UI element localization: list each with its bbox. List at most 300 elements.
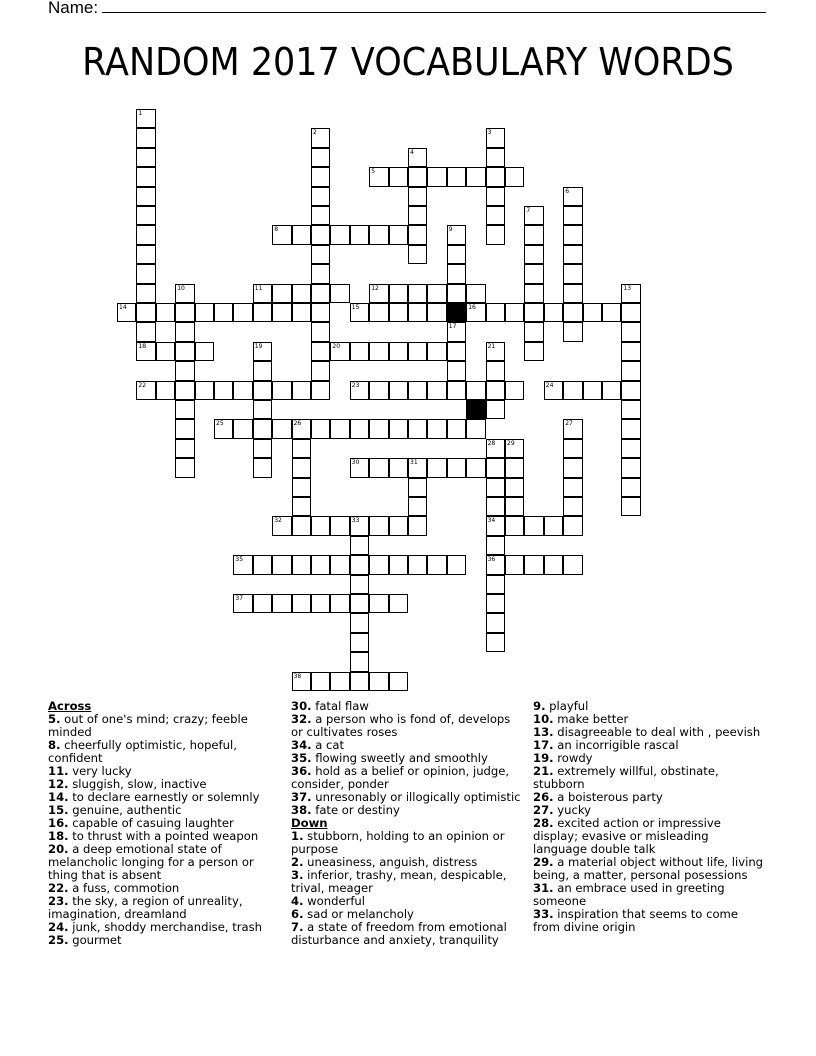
- grid-cell[interactable]: [136, 381, 155, 400]
- grid-cell[interactable]: [369, 419, 388, 438]
- grid-cell[interactable]: [233, 303, 252, 322]
- grid-cell[interactable]: [505, 478, 524, 497]
- grid-cell[interactable]: [486, 342, 505, 361]
- clue-number: 10: [177, 284, 185, 292]
- grid-cell[interactable]: [292, 458, 311, 477]
- grid-cell[interactable]: [621, 497, 640, 516]
- grid-cell[interactable]: [408, 206, 427, 225]
- grid-cell[interactable]: [447, 361, 466, 380]
- grid-cell[interactable]: [563, 322, 582, 341]
- grid-cell[interactable]: [563, 497, 582, 516]
- grid-cell[interactable]: [524, 245, 543, 264]
- grid-cell[interactable]: [427, 303, 446, 322]
- grid-cell[interactable]: [350, 225, 369, 244]
- grid-cell[interactable]: [272, 284, 291, 303]
- grid-cell[interactable]: [136, 187, 155, 206]
- grid-cell[interactable]: [408, 458, 427, 477]
- grid-cell[interactable]: [602, 381, 621, 400]
- grid-cell[interactable]: [350, 303, 369, 322]
- clue-number: 32: [274, 517, 282, 525]
- grid-cell[interactable]: [389, 284, 408, 303]
- grid-cell[interactable]: [136, 167, 155, 186]
- grid-cell[interactable]: [466, 303, 485, 322]
- grid-cell[interactable]: [311, 322, 330, 341]
- grid-cell[interactable]: [389, 381, 408, 400]
- clue-text: wonderful: [303, 894, 366, 908]
- grid-cell[interactable]: [175, 284, 194, 303]
- grid-cell[interactable]: [447, 225, 466, 244]
- grid-cell[interactable]: [389, 458, 408, 477]
- grid-cell[interactable]: [136, 245, 155, 264]
- grid-cell[interactable]: [466, 284, 485, 303]
- grid-cell[interactable]: [369, 555, 388, 574]
- grid-cell[interactable]: [621, 284, 640, 303]
- grid-cell[interactable]: [563, 187, 582, 206]
- grid-cell[interactable]: [311, 225, 330, 244]
- clue-text: fate or destiny: [311, 803, 400, 817]
- clue-number: 8: [274, 226, 279, 234]
- grid-cell[interactable]: [272, 516, 291, 535]
- grid-cell[interactable]: [447, 264, 466, 283]
- grid-cell[interactable]: [466, 381, 485, 400]
- grid-cell[interactable]: [175, 342, 194, 361]
- clue-text: junk, shoddy merchandise, trash: [68, 920, 263, 934]
- grid-cell[interactable]: [350, 633, 369, 652]
- grid-cell[interactable]: [563, 478, 582, 497]
- grid-cell[interactable]: [447, 458, 466, 477]
- clue-number-label: 10.: [533, 712, 554, 726]
- clue-text: make better: [553, 712, 629, 726]
- grid-cell[interactable]: [621, 381, 640, 400]
- grid-cell[interactable]: [486, 206, 505, 225]
- black-square: [466, 400, 485, 419]
- grid-cell[interactable]: [330, 516, 349, 535]
- clues-column-3: [533, 700, 765, 934]
- grid-cell[interactable]: [136, 303, 155, 322]
- grid-cell[interactable]: [447, 167, 466, 186]
- grid-cell[interactable]: [486, 613, 505, 632]
- grid-cell[interactable]: [350, 652, 369, 671]
- grid-cell[interactable]: [330, 594, 349, 613]
- grid-cell[interactable]: [253, 284, 272, 303]
- grid-cell[interactable]: [621, 361, 640, 380]
- grid-cell[interactable]: [505, 458, 524, 477]
- grid-cell[interactable]: [408, 555, 427, 574]
- grid-cell[interactable]: [311, 516, 330, 535]
- grid-cell[interactable]: [253, 439, 272, 458]
- grid-cell[interactable]: [447, 555, 466, 574]
- grid-cell[interactable]: [408, 419, 427, 438]
- grid-cell[interactable]: [486, 361, 505, 380]
- grid-cell[interactable]: [524, 322, 543, 341]
- grid-cell[interactable]: [466, 167, 485, 186]
- grid-cell[interactable]: [311, 361, 330, 380]
- grid-cell[interactable]: [369, 342, 388, 361]
- grid-cell[interactable]: [136, 225, 155, 244]
- grid-cell[interactable]: [311, 342, 330, 361]
- grid-cell[interactable]: [369, 516, 388, 535]
- grid-cell[interactable]: [311, 555, 330, 574]
- clue-number: 11: [254, 284, 263, 292]
- clue-text: the sky, a region of unreality, imagination, dreamland: [48, 894, 243, 921]
- grid-cell[interactable]: [292, 225, 311, 244]
- grid-cell[interactable]: [389, 419, 408, 438]
- grid-cell[interactable]: [175, 322, 194, 341]
- grid-cell[interactable]: [311, 128, 330, 147]
- grid-cell[interactable]: [583, 303, 602, 322]
- grid-cell[interactable]: [175, 400, 194, 419]
- grid-cell[interactable]: [427, 419, 446, 438]
- clues-section: [0, 700, 816, 960]
- grid-cell[interactable]: [621, 458, 640, 477]
- grid-cell[interactable]: [408, 478, 427, 497]
- grid-cell[interactable]: [505, 516, 524, 535]
- grid-cell[interactable]: [233, 555, 252, 574]
- grid-cell[interactable]: [195, 381, 214, 400]
- grid-cell[interactable]: [350, 381, 369, 400]
- grid-cell[interactable]: [427, 342, 446, 361]
- grid-cell[interactable]: [369, 672, 388, 691]
- grid-cell[interactable]: [427, 458, 446, 477]
- grid-cell[interactable]: [136, 284, 155, 303]
- grid-cell[interactable]: [156, 303, 175, 322]
- grid-cell[interactable]: [272, 225, 291, 244]
- grid-cell[interactable]: [563, 264, 582, 283]
- clue-text: a state of freedom from emotional disturbance and anxiety, tranquility: [291, 920, 507, 947]
- grid-cell[interactable]: [311, 594, 330, 613]
- clue-number: 31: [410, 459, 418, 467]
- grid-cell[interactable]: [292, 497, 311, 516]
- grid-cell[interactable]: [253, 361, 272, 380]
- grid-cell[interactable]: [272, 555, 291, 574]
- grid-cell[interactable]: [408, 187, 427, 206]
- grid-cell[interactable]: [311, 672, 330, 691]
- clue-number-label: 37.: [291, 790, 312, 804]
- grid-cell[interactable]: [292, 439, 311, 458]
- grid-cell[interactable]: [292, 284, 311, 303]
- grid-cell[interactable]: [447, 322, 466, 341]
- grid-cell[interactable]: [427, 167, 446, 186]
- grid-cell[interactable]: [175, 439, 194, 458]
- grid-cell[interactable]: [350, 419, 369, 438]
- grid-cell[interactable]: [369, 225, 388, 244]
- grid-cell[interactable]: [621, 303, 640, 322]
- grid-cell[interactable]: [389, 594, 408, 613]
- grid-cell[interactable]: [505, 439, 524, 458]
- grid-cell[interactable]: [466, 458, 485, 477]
- grid-cell[interactable]: [544, 303, 563, 322]
- grid-cell[interactable]: [389, 225, 408, 244]
- grid-cell[interactable]: [408, 516, 427, 535]
- grid-cell[interactable]: [175, 361, 194, 380]
- grid-cell[interactable]: [486, 187, 505, 206]
- grid-cell[interactable]: [524, 206, 543, 225]
- grid-cell[interactable]: [505, 381, 524, 400]
- grid-cell[interactable]: [311, 206, 330, 225]
- clue-number-label: 22.: [48, 881, 69, 895]
- grid-cell[interactable]: [389, 516, 408, 535]
- grid-cell[interactable]: [311, 245, 330, 264]
- grid-cell[interactable]: [233, 381, 252, 400]
- grid-cell[interactable]: [136, 148, 155, 167]
- grid-cell[interactable]: [253, 419, 272, 438]
- clues-column-2: [291, 700, 523, 947]
- grid-cell[interactable]: [292, 303, 311, 322]
- grid-cell[interactable]: [136, 322, 155, 341]
- clue-number: 16: [468, 304, 476, 311]
- grid-cell[interactable]: [311, 264, 330, 283]
- clue-number-label: 14.: [48, 790, 69, 804]
- grid-cell[interactable]: [447, 284, 466, 303]
- grid-cell[interactable]: [330, 672, 349, 691]
- grid-cell[interactable]: [292, 555, 311, 574]
- grid-cell[interactable]: [292, 381, 311, 400]
- grid-cell[interactable]: [486, 478, 505, 497]
- grid-cell[interactable]: [408, 245, 427, 264]
- grid-cell[interactable]: [524, 516, 543, 535]
- grid-cell[interactable]: [408, 381, 427, 400]
- grid-cell[interactable]: [486, 594, 505, 613]
- grid-cell[interactable]: [563, 225, 582, 244]
- grid-cell[interactable]: [175, 419, 194, 438]
- grid-cell[interactable]: [563, 206, 582, 225]
- clue-number: 24: [545, 381, 554, 389]
- grid-cell[interactable]: [369, 284, 388, 303]
- grid-cell[interactable]: [350, 672, 369, 691]
- grid-cell[interactable]: [447, 381, 466, 400]
- grid-cell[interactable]: [117, 303, 136, 322]
- grid-cell[interactable]: [563, 458, 582, 477]
- grid-cell[interactable]: [427, 381, 446, 400]
- grid-cell[interactable]: [311, 148, 330, 167]
- grid-cell[interactable]: [524, 555, 543, 574]
- grid-cell[interactable]: [389, 672, 408, 691]
- grid-cell[interactable]: [175, 381, 194, 400]
- clue-number: 4: [410, 148, 414, 156]
- grid-cell[interactable]: [583, 381, 602, 400]
- grid-cell[interactable]: [350, 516, 369, 535]
- grid-cell[interactable]: [253, 594, 272, 613]
- grid-cell[interactable]: [330, 555, 349, 574]
- grid-cell[interactable]: [369, 458, 388, 477]
- grid-cell[interactable]: [253, 381, 272, 400]
- clue-number: 14: [119, 304, 127, 311]
- grid-cell[interactable]: [621, 400, 640, 419]
- clue-number: 28: [487, 439, 496, 447]
- grid-cell[interactable]: [563, 419, 582, 438]
- clue-text: inspiration that seems to come from divine origin: [533, 907, 738, 934]
- grid-cell[interactable]: [486, 439, 505, 458]
- grid-cell[interactable]: [350, 342, 369, 361]
- grid-cell[interactable]: [350, 458, 369, 477]
- grid-cell[interactable]: [369, 303, 388, 322]
- grid-cell[interactable]: [563, 245, 582, 264]
- clue-number: 18: [138, 342, 147, 350]
- grid-cell[interactable]: [486, 497, 505, 516]
- grid-cell[interactable]: [369, 594, 388, 613]
- grid-cell[interactable]: [195, 303, 214, 322]
- grid-cell[interactable]: [253, 400, 272, 419]
- grid-cell[interactable]: [292, 478, 311, 497]
- grid-cell[interactable]: [136, 342, 155, 361]
- grid-cell[interactable]: [505, 167, 524, 186]
- grid-cell[interactable]: [195, 342, 214, 361]
- grid-cell[interactable]: [292, 672, 311, 691]
- clue-text: disagreeable to deal with , peevish: [553, 725, 761, 739]
- grid-cell[interactable]: [602, 303, 621, 322]
- grid-cell[interactable]: [486, 167, 505, 186]
- grid-cell[interactable]: [563, 284, 582, 303]
- grid-cell[interactable]: [544, 555, 563, 574]
- grid-cell[interactable]: [447, 245, 466, 264]
- grid-cell[interactable]: [253, 555, 272, 574]
- grid-cell[interactable]: [311, 187, 330, 206]
- grid-cell[interactable]: [214, 303, 233, 322]
- grid-cell[interactable]: [486, 303, 505, 322]
- clue-number-label: 21.: [533, 764, 554, 778]
- grid-cell[interactable]: [311, 303, 330, 322]
- grid-cell[interactable]: [563, 381, 582, 400]
- grid-cell[interactable]: [136, 264, 155, 283]
- grid-cell[interactable]: [311, 419, 330, 438]
- grid-cell[interactable]: [136, 128, 155, 147]
- clue-number-label: 30.: [291, 699, 312, 713]
- grid-cell[interactable]: [447, 419, 466, 438]
- grid-cell[interactable]: [330, 225, 349, 244]
- grid-cell[interactable]: [486, 516, 505, 535]
- grid-cell[interactable]: [389, 342, 408, 361]
- grid-cell[interactable]: [544, 381, 563, 400]
- grid-cell[interactable]: [369, 381, 388, 400]
- grid-cell[interactable]: [214, 381, 233, 400]
- grid-cell[interactable]: [233, 419, 252, 438]
- clue-text: gourmet: [68, 933, 122, 947]
- grid-cell[interactable]: [408, 167, 427, 186]
- grid-cell[interactable]: [350, 575, 369, 594]
- grid-cell[interactable]: [253, 342, 272, 361]
- grid-cell[interactable]: [621, 478, 640, 497]
- grid-cell[interactable]: [389, 555, 408, 574]
- grid-cell[interactable]: [408, 225, 427, 244]
- grid-cell[interactable]: [408, 497, 427, 516]
- grid-cell[interactable]: [505, 555, 524, 574]
- grid-cell[interactable]: [292, 419, 311, 438]
- grid-cell[interactable]: [563, 555, 582, 574]
- grid-cell[interactable]: [272, 381, 291, 400]
- grid-cell[interactable]: [233, 594, 252, 613]
- grid-cell[interactable]: [544, 516, 563, 535]
- clue-number-label: 8.: [48, 738, 61, 752]
- grid-cell[interactable]: [466, 419, 485, 438]
- clue-number-label: 23.: [48, 894, 69, 908]
- grid-cell[interactable]: [524, 284, 543, 303]
- grid-cell[interactable]: [486, 381, 505, 400]
- grid-cell[interactable]: [253, 458, 272, 477]
- grid-cell[interactable]: [175, 303, 194, 322]
- grid-cell[interactable]: [447, 342, 466, 361]
- clue-number: 37: [235, 595, 244, 602]
- grid-cell[interactable]: [486, 458, 505, 477]
- grid-cell[interactable]: [136, 109, 155, 128]
- grid-cell[interactable]: [486, 128, 505, 147]
- grid-cell[interactable]: [524, 264, 543, 283]
- grid-cell[interactable]: [330, 342, 349, 361]
- grid-cell[interactable]: [486, 633, 505, 652]
- down-clue: [533, 817, 765, 856]
- grid-cell[interactable]: [330, 419, 349, 438]
- grid-cell[interactable]: [408, 342, 427, 361]
- grid-cell[interactable]: [524, 225, 543, 244]
- clue-number-label: 28.: [533, 816, 554, 830]
- grid-cell[interactable]: [311, 284, 330, 303]
- clue-text: cheerfully optimistic, hopeful, confident: [48, 738, 237, 765]
- grid-cell[interactable]: [175, 458, 194, 477]
- grid-cell[interactable]: [563, 303, 582, 322]
- grid-cell[interactable]: [389, 303, 408, 322]
- across-clue: [48, 713, 284, 739]
- clue-number: 22: [138, 381, 147, 389]
- grid-cell[interactable]: [505, 303, 524, 322]
- grid-cell[interactable]: [486, 148, 505, 167]
- grid-cell[interactable]: [214, 419, 233, 438]
- grid-cell[interactable]: [389, 167, 408, 186]
- grid-cell[interactable]: [369, 167, 388, 186]
- grid-cell[interactable]: [311, 167, 330, 186]
- grid-cell[interactable]: [486, 536, 505, 555]
- grid-cell[interactable]: [427, 555, 446, 574]
- grid-cell[interactable]: [524, 342, 543, 361]
- grid-cell[interactable]: [427, 284, 446, 303]
- grid-cell[interactable]: [330, 284, 349, 303]
- grid-cell[interactable]: [505, 497, 524, 516]
- grid-cell[interactable]: [408, 303, 427, 322]
- grid-cell[interactable]: [272, 303, 291, 322]
- grid-cell[interactable]: [156, 381, 175, 400]
- grid-cell[interactable]: [563, 516, 582, 535]
- grid-cell[interactable]: [311, 381, 330, 400]
- grid-cell[interactable]: [350, 594, 369, 613]
- grid-cell[interactable]: [621, 439, 640, 458]
- grid-cell[interactable]: [486, 575, 505, 594]
- name-label: Name:: [48, 0, 99, 17]
- clue-text: a boisterous party: [553, 790, 663, 804]
- grid-cell[interactable]: [621, 322, 640, 341]
- clue-text: to thrust with a pointed weapon: [68, 829, 259, 843]
- grid-cell[interactable]: [563, 439, 582, 458]
- clue-text: a material object without life, living being, a matter, personal posessions: [533, 855, 764, 882]
- grid-cell[interactable]: [272, 594, 291, 613]
- grid-cell[interactable]: [621, 419, 640, 438]
- grid-cell[interactable]: [486, 400, 505, 419]
- grid-cell[interactable]: [408, 284, 427, 303]
- grid-cell[interactable]: [292, 516, 311, 535]
- grid-cell[interactable]: [350, 613, 369, 632]
- grid-cell[interactable]: [253, 303, 272, 322]
- grid-cell[interactable]: [524, 303, 543, 322]
- grid-cell[interactable]: [621, 342, 640, 361]
- grid-cell[interactable]: [350, 536, 369, 555]
- grid-cell[interactable]: [136, 206, 155, 225]
- grid-cell[interactable]: [486, 225, 505, 244]
- grid-cell[interactable]: [486, 555, 505, 574]
- grid-cell[interactable]: [350, 555, 369, 574]
- grid-cell[interactable]: [408, 148, 427, 167]
- grid-cell[interactable]: [156, 342, 175, 361]
- clue-text: a deep emotional state of melancholic longing for a person or thing that is absent: [48, 842, 254, 882]
- grid-cell[interactable]: [292, 594, 311, 613]
- grid-cell[interactable]: [272, 419, 291, 438]
- clues-column-1: [48, 700, 284, 947]
